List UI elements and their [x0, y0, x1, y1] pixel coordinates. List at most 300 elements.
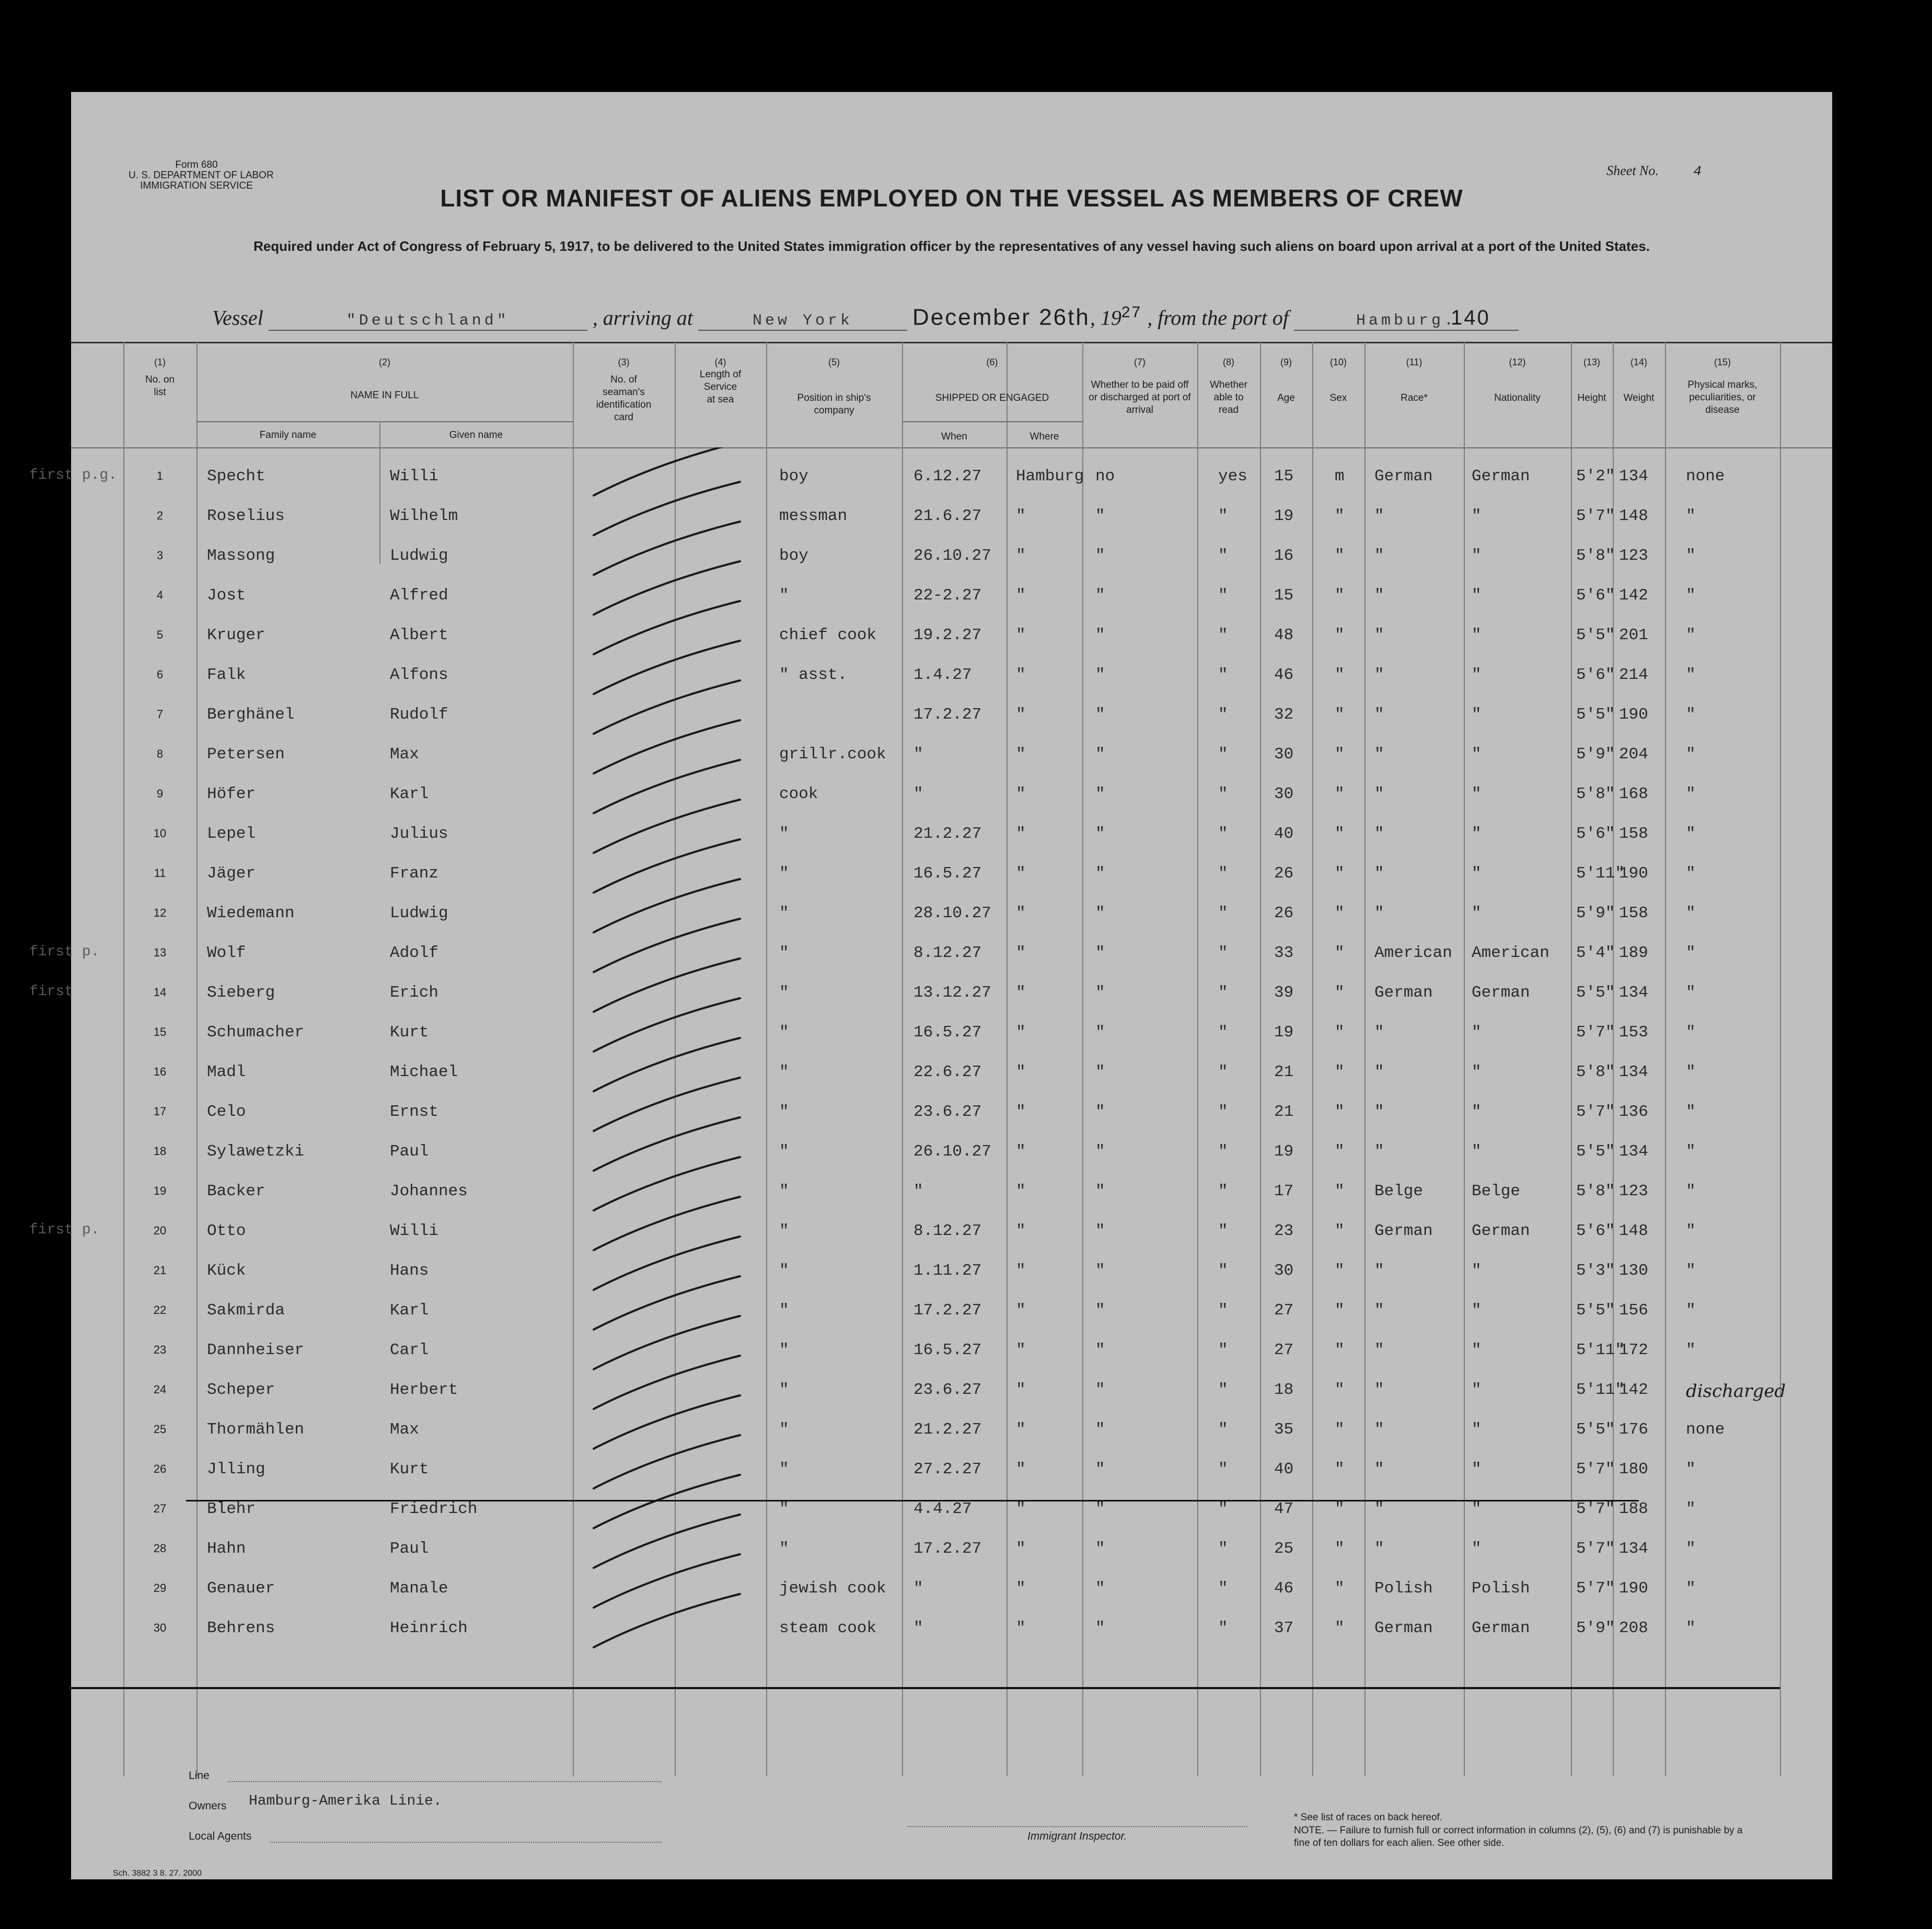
position-cell: ": [779, 1301, 789, 1320]
family-name-cell: Madl: [207, 1063, 246, 1081]
sex-cell: ": [1335, 626, 1345, 644]
position-cell: ": [779, 1142, 789, 1161]
nationality-cell: Polish: [1472, 1579, 1530, 1598]
header-name: [196, 356, 573, 402]
given-name-cell: Carl: [390, 1341, 429, 1359]
height-cell: 5'6": [1576, 666, 1615, 684]
able-to-read-cell: ": [1218, 706, 1228, 724]
row-number-cell: 4: [156, 588, 164, 602]
given-name-cell: Ludwig: [390, 904, 448, 922]
family-name-cell: Massong: [207, 547, 275, 565]
able-to-read-cell: yes: [1218, 467, 1247, 486]
race-cell: German: [1374, 1222, 1433, 1240]
paid-off-cell: ": [1095, 1579, 1105, 1598]
family-name-cell: Celo: [207, 1103, 246, 1121]
marks-cell: none: [1686, 1420, 1725, 1439]
family-name-cell: Otto: [207, 1222, 246, 1240]
arrival-date: December 26th: [912, 304, 1090, 330]
column-label: Age: [1277, 392, 1295, 403]
height-cell: 5'5": [1576, 1301, 1615, 1320]
shipped-when-cell: 8.12.27: [913, 944, 982, 962]
family-name-cell: Backer: [207, 1182, 265, 1200]
marks-cell: ": [1686, 1222, 1696, 1240]
sex-cell: ": [1335, 1500, 1345, 1518]
service: IMMIGRATION SERVICE: [140, 180, 253, 191]
weight-cell: 189: [1619, 944, 1648, 962]
race-cell: ": [1374, 1540, 1384, 1558]
age-cell: 46: [1274, 1579, 1294, 1598]
given-name-cell: Ernst: [390, 1103, 439, 1121]
given-name-cell: Alfred: [390, 586, 448, 605]
column-label: Race*: [1401, 392, 1428, 403]
shipped-where-cell: ": [1016, 1023, 1026, 1042]
given-name-cell: Kurt: [390, 1023, 429, 1042]
race-cell: ": [1374, 1023, 1384, 1042]
race-cell: ": [1374, 785, 1384, 803]
family-name-cell: Dannheiser: [207, 1341, 305, 1359]
height-cell: 5'7": [1576, 1540, 1615, 1558]
able-to-read-cell: ": [1218, 1420, 1228, 1439]
able-to-read-cell: ": [1218, 1063, 1228, 1081]
sex-cell: ": [1335, 1262, 1345, 1280]
shipped-where-cell: ": [1016, 507, 1026, 525]
column-number: (3): [618, 357, 630, 367]
family-name-cell: Jost: [207, 586, 246, 605]
paid-off-cell: ": [1095, 825, 1105, 843]
marks-cell: ": [1686, 745, 1696, 764]
header-divider: [902, 421, 1082, 422]
header-given-name: Given name: [449, 430, 503, 441]
weight-cell: 172: [1619, 1341, 1648, 1359]
shipped-when-cell: 8.12.27: [913, 1222, 982, 1240]
given-name-cell: Ludwig: [390, 547, 448, 565]
table-row: [71, 1093, 1832, 1133]
row-number-cell: 15: [153, 1025, 167, 1038]
given-name-cell: Paul: [390, 1540, 429, 1558]
given-name-cell: Max: [390, 1420, 419, 1439]
column-label: No. of seaman's identification card: [596, 374, 652, 423]
sheet-number-value: 4: [1693, 164, 1702, 179]
race-cell: ": [1374, 1500, 1384, 1518]
sex-cell: ": [1335, 507, 1345, 525]
sex-cell: ": [1335, 1222, 1345, 1240]
position-cell: ": [779, 904, 789, 922]
row-number-cell: 21: [153, 1264, 167, 1277]
age-cell: 48: [1274, 626, 1294, 644]
weight-cell: 158: [1619, 904, 1648, 922]
marks-cell: ": [1686, 1619, 1696, 1637]
paid-off-cell: ": [1095, 1142, 1105, 1161]
age-cell: 21: [1274, 1103, 1294, 1121]
height-cell: 5'8": [1576, 1182, 1615, 1200]
arriving-label: , arriving at: [592, 306, 693, 330]
row-number-cell: 10: [153, 827, 167, 840]
race-cell: German: [1374, 467, 1433, 486]
marks-cell: ": [1686, 1301, 1696, 1320]
race-cell: ": [1374, 1420, 1384, 1439]
paid-off-cell: ": [1095, 547, 1105, 565]
marks-cell: ": [1686, 666, 1696, 684]
subtitle: Required under Act of Congress of February 5, 1917, to be delivered to the United States immigration officer by the representatives of any vessel having such aliens on board upon arrival at a port of the United States.: [253, 238, 1650, 254]
header-height: [1571, 356, 1613, 405]
row-number-cell: 16: [153, 1065, 167, 1078]
header-shipped: [902, 356, 1082, 405]
shipped-when-cell: ": [913, 1619, 923, 1637]
weight-cell: 136: [1619, 1103, 1648, 1121]
column-number: (7): [1134, 357, 1146, 367]
given-name-cell: Herbert: [390, 1381, 458, 1399]
weight-cell: 130: [1619, 1262, 1648, 1280]
marks-cell: ": [1686, 1579, 1696, 1598]
family-name-cell: Petersen: [207, 745, 285, 764]
nationality-cell: ": [1472, 626, 1482, 644]
family-name-cell: Sieberg: [207, 984, 275, 1002]
given-name-cell: Albert: [390, 626, 448, 644]
marks-cell: ": [1686, 1182, 1696, 1200]
weight-cell: 214: [1619, 666, 1648, 684]
inspector-label: Immigrant Inspector.: [1027, 1830, 1127, 1842]
marks-cell: ": [1686, 507, 1696, 525]
row-number-cell: 23: [153, 1343, 167, 1356]
row-number-cell: 30: [153, 1621, 167, 1634]
given-name-cell: Willi: [390, 1222, 439, 1240]
race-cell: ": [1374, 1301, 1384, 1320]
sex-cell: ": [1335, 1182, 1345, 1200]
row-number-cell: 13: [153, 946, 167, 959]
position-cell: ": [779, 1222, 789, 1240]
table-row: [29, 974, 1832, 1014]
sex-cell: ": [1335, 1460, 1345, 1478]
shipped-where-cell: ": [1016, 547, 1026, 565]
race-cell: ": [1374, 864, 1384, 883]
sex-cell: ": [1335, 1063, 1345, 1081]
family-name-cell: Behrens: [207, 1619, 275, 1637]
row-prefix-note: first p.: [29, 944, 100, 960]
shipped-where-cell: Hamburg: [1016, 467, 1084, 486]
nationality-cell: ": [1472, 507, 1482, 525]
age-cell: 32: [1274, 706, 1294, 724]
strikethrough-row-24: [186, 1500, 1639, 1501]
weight-cell: 134: [1619, 467, 1648, 486]
given-name-cell: Johannes: [390, 1182, 468, 1200]
able-to-read-cell: ": [1218, 1341, 1228, 1359]
marks-cell: ": [1686, 785, 1696, 803]
position-cell: ": [779, 1182, 789, 1200]
family-name-cell: Roselius: [207, 507, 285, 525]
sheet-number: [1606, 163, 1702, 179]
paid-off-cell: ": [1095, 1540, 1105, 1558]
height-cell: 5'5": [1576, 1142, 1615, 1161]
sex-cell: ": [1335, 1142, 1345, 1161]
marks-cell: ": [1686, 904, 1696, 922]
shipped-when-cell: 21.6.27: [913, 507, 982, 525]
shipped-when-cell: 28.10.27: [913, 904, 991, 922]
given-name-cell: Franz: [390, 864, 439, 883]
end-of-list-line: [71, 1687, 1780, 1689]
line-label: Line: [189, 1770, 210, 1782]
row-number-cell: 3: [156, 549, 164, 562]
family-name-cell: Höfer: [207, 785, 256, 803]
header-sex: [1312, 356, 1364, 405]
age-cell: 30: [1274, 745, 1294, 764]
header-service: [675, 356, 766, 406]
page-title: LIST OR MANIFEST OF ALIENS EMPLOYED ON THE VESSEL AS MEMBERS OF CREW: [440, 184, 1463, 212]
weight-cell: 134: [1619, 1063, 1648, 1081]
able-to-read-cell: ": [1218, 1222, 1228, 1240]
sex-cell: ": [1335, 547, 1345, 565]
weight-cell: 134: [1619, 984, 1648, 1002]
column-label: No. on list: [145, 374, 175, 398]
height-cell: 5'4": [1576, 944, 1615, 962]
position-cell: cook: [779, 785, 818, 803]
shipped-where-cell: ": [1016, 825, 1026, 843]
weight-cell: 158: [1619, 825, 1648, 843]
shipped-when-cell: ": [913, 745, 923, 764]
row-number-cell: 7: [156, 708, 164, 721]
sex-cell: m: [1335, 467, 1345, 486]
paid-off-cell: ": [1095, 1103, 1105, 1121]
row-number-cell: 6: [156, 668, 164, 681]
age-cell: 19: [1274, 507, 1294, 525]
family-name-cell: Lepel: [207, 825, 256, 843]
able-to-read-cell: ": [1218, 904, 1228, 922]
agents-field: [270, 1842, 662, 1843]
paid-off-cell: ": [1095, 785, 1105, 803]
race-cell: ": [1374, 1262, 1384, 1280]
weight-cell: 168: [1619, 785, 1648, 803]
row-number-cell: 24: [153, 1383, 167, 1396]
paid-off-cell: ": [1095, 944, 1105, 962]
position-cell: ": [779, 586, 789, 605]
age-cell: 30: [1274, 1262, 1294, 1280]
row-number-cell: 11: [154, 867, 166, 880]
table-row: [71, 1252, 1832, 1292]
header-paid-off: [1082, 356, 1197, 417]
column-label: Physical marks, peculiarities, or disease: [1687, 379, 1757, 415]
weight-cell: 134: [1619, 1142, 1648, 1161]
height-cell: 5'11": [1576, 1381, 1625, 1399]
weight-cell: 148: [1619, 1222, 1648, 1240]
shipped-where-cell: ": [1016, 745, 1026, 764]
row-number-cell: 25: [153, 1423, 167, 1436]
age-cell: 27: [1274, 1341, 1294, 1359]
marks-cell: ": [1686, 547, 1696, 565]
manifest-sheet: [29, 92, 1832, 1879]
given-name-cell: Alfons: [390, 666, 448, 684]
table-row: [29, 934, 1832, 974]
weight-cell: 188: [1619, 1500, 1648, 1518]
family-name-cell: Thormählen: [207, 1420, 305, 1439]
shipped-when-cell: 21.2.27: [913, 1420, 982, 1439]
row-number-cell: 9: [156, 787, 164, 800]
sex-cell: ": [1335, 1540, 1345, 1558]
given-name-cell: Karl: [390, 785, 429, 803]
age-cell: 35: [1274, 1420, 1294, 1439]
table-row: [71, 1530, 1832, 1570]
race-cell: ": [1374, 706, 1384, 724]
height-cell: 5'3": [1576, 1262, 1615, 1280]
family-name-cell: Kruger: [207, 626, 265, 644]
age-cell: 39: [1274, 984, 1294, 1002]
given-name-cell: Heinrich: [390, 1619, 468, 1637]
owners-value: Hamburg-Amerika Linie.: [249, 1793, 442, 1809]
paid-off-cell: ": [1095, 864, 1105, 883]
row-number-cell: 5: [156, 628, 164, 641]
nationality-cell: German: [1472, 467, 1530, 486]
row-number-cell: 19: [153, 1184, 167, 1197]
shipped-where-cell: ": [1016, 904, 1026, 922]
sex-cell: ": [1335, 904, 1345, 922]
sex-cell: ": [1335, 1301, 1345, 1320]
paid-off-cell: ": [1095, 1262, 1105, 1280]
age-cell: 19: [1274, 1142, 1294, 1161]
family-name-cell: Wiedemann: [207, 904, 295, 922]
race-cell: ": [1374, 1341, 1384, 1359]
column-number: (6): [986, 357, 998, 367]
age-cell: 47: [1274, 1500, 1294, 1518]
table-row: [71, 1371, 1832, 1411]
table-row: [71, 537, 1832, 577]
nationality-cell: ": [1472, 706, 1482, 724]
shipped-where-cell: ": [1016, 1301, 1026, 1320]
column-label: Weight: [1623, 392, 1655, 403]
shipped-where-cell: ": [1016, 984, 1026, 1002]
position-cell: ": [779, 1341, 789, 1359]
given-name-cell: Michael: [390, 1063, 458, 1081]
table-row: [71, 1133, 1832, 1173]
table-top-border: [71, 342, 1832, 343]
position-cell: boy: [779, 547, 808, 565]
position-cell: messman: [779, 507, 848, 525]
nationality-cell: ": [1472, 1301, 1482, 1320]
nationality-cell: ": [1472, 1023, 1482, 1042]
nationality-cell: ": [1472, 1500, 1482, 1518]
shipped-when-cell: ": [913, 1182, 923, 1200]
race-cell: German: [1374, 984, 1433, 1002]
column-label: Whether to be paid off or discharged at port of arrival: [1089, 379, 1191, 415]
weight-cell: 142: [1619, 586, 1648, 605]
column-number: (1): [154, 357, 166, 367]
sex-cell: ": [1335, 1341, 1345, 1359]
weight-cell: 204: [1619, 745, 1648, 764]
row-number-cell: 22: [153, 1303, 167, 1316]
able-to-read-cell: ": [1218, 745, 1228, 764]
family-name-cell: Specht: [207, 467, 265, 486]
position-cell: ": [779, 1063, 789, 1081]
weight-cell: 134: [1619, 1540, 1648, 1558]
weight-cell: 176: [1619, 1420, 1648, 1439]
paid-off-cell: ": [1095, 1063, 1105, 1081]
marks-cell: ": [1686, 1063, 1696, 1081]
able-to-read-cell: ": [1218, 547, 1228, 565]
nationality-cell: ": [1472, 864, 1482, 883]
given-name-cell: Friedrich: [390, 1500, 478, 1518]
row-number-cell: 27: [153, 1502, 167, 1515]
table-row: [71, 577, 1832, 617]
shipped-when-cell: 17.2.27: [913, 1301, 982, 1320]
line-field: [228, 1781, 662, 1782]
height-cell: 5'5": [1576, 984, 1615, 1002]
shipped-where-cell: ": [1016, 1182, 1026, 1200]
sheet-number-label: Sheet No.: [1606, 163, 1659, 178]
table-row: [71, 1411, 1832, 1451]
marks-cell: ": [1686, 984, 1696, 1002]
nationality-cell: ": [1472, 1460, 1482, 1478]
nationality-cell: ": [1472, 785, 1482, 803]
paid-off-cell: ": [1095, 1500, 1105, 1518]
position-cell: boy: [779, 467, 808, 486]
column-number: (10): [1329, 357, 1347, 367]
shipped-when-cell: ": [913, 1579, 923, 1598]
able-to-read-cell: ": [1218, 1262, 1228, 1280]
race-cell: ": [1374, 1103, 1384, 1121]
nationality-cell: German: [1472, 984, 1530, 1002]
position-cell: jewish cook: [779, 1579, 886, 1598]
print-code: Sch. 3882 3 8. 27. 2000: [113, 1869, 202, 1878]
vessel-name: "Deutschland": [269, 312, 587, 331]
column-label: Height: [1577, 392, 1606, 403]
marks-cell: ": [1686, 586, 1696, 605]
position-cell: ": [779, 1540, 789, 1558]
weight-cell: 153: [1619, 1023, 1648, 1042]
position-cell: chief cook: [779, 626, 877, 644]
shipped-where-cell: ": [1016, 1381, 1026, 1399]
nationality-cell: ": [1472, 1063, 1482, 1081]
marks-cell: none: [1686, 467, 1725, 486]
given-name-cell: Hans: [390, 1262, 429, 1280]
column-number: (14): [1630, 357, 1647, 367]
column-number: (8): [1223, 357, 1234, 367]
table-row: [71, 1491, 1832, 1530]
race-cell: ": [1374, 1460, 1384, 1478]
marks-cell: ": [1686, 1341, 1696, 1359]
position-cell: ": [779, 984, 789, 1002]
family-name-cell: Blehr: [207, 1500, 256, 1518]
owners-label: Owners: [189, 1800, 227, 1812]
inspector-signature-line: [907, 1826, 1247, 1827]
height-cell: 5'6": [1576, 586, 1615, 605]
from-port-label: , from the port of: [1147, 306, 1289, 330]
table-row: [71, 1173, 1832, 1212]
paid-off-cell: ": [1095, 626, 1105, 644]
able-to-read-cell: ": [1218, 586, 1228, 605]
header-id-card: [573, 356, 675, 424]
column-label: NAME IN FULL: [350, 390, 419, 401]
race-cell: ": [1374, 745, 1384, 764]
weight-cell: 142: [1619, 1381, 1648, 1399]
shipped-when-cell: 17.2.27: [913, 1540, 982, 1558]
age-cell: 40: [1274, 1460, 1294, 1478]
paid-off-cell: ": [1095, 745, 1105, 764]
able-to-read-cell: ": [1218, 825, 1228, 843]
header-race: [1364, 356, 1464, 405]
age-cell: 16: [1274, 547, 1294, 565]
paid-off-cell: ": [1095, 1420, 1105, 1439]
year-prefix: , 19: [1090, 306, 1121, 330]
height-cell: 5'2": [1576, 467, 1615, 486]
table-row: [71, 895, 1832, 934]
nationality-cell: ": [1472, 1103, 1482, 1121]
column-label: Nationality: [1494, 392, 1541, 403]
height-cell: 5'7": [1576, 1579, 1615, 1598]
position-cell: steam cook: [779, 1619, 877, 1637]
nationality-cell: ": [1472, 825, 1482, 843]
marks-cell: discharged: [1686, 1381, 1786, 1402]
given-name-cell: Wilhelm: [390, 507, 458, 525]
able-to-read-cell: ": [1218, 1540, 1228, 1558]
weight-cell: 190: [1619, 706, 1648, 724]
shipped-when-cell: 22-2.27: [913, 586, 982, 605]
